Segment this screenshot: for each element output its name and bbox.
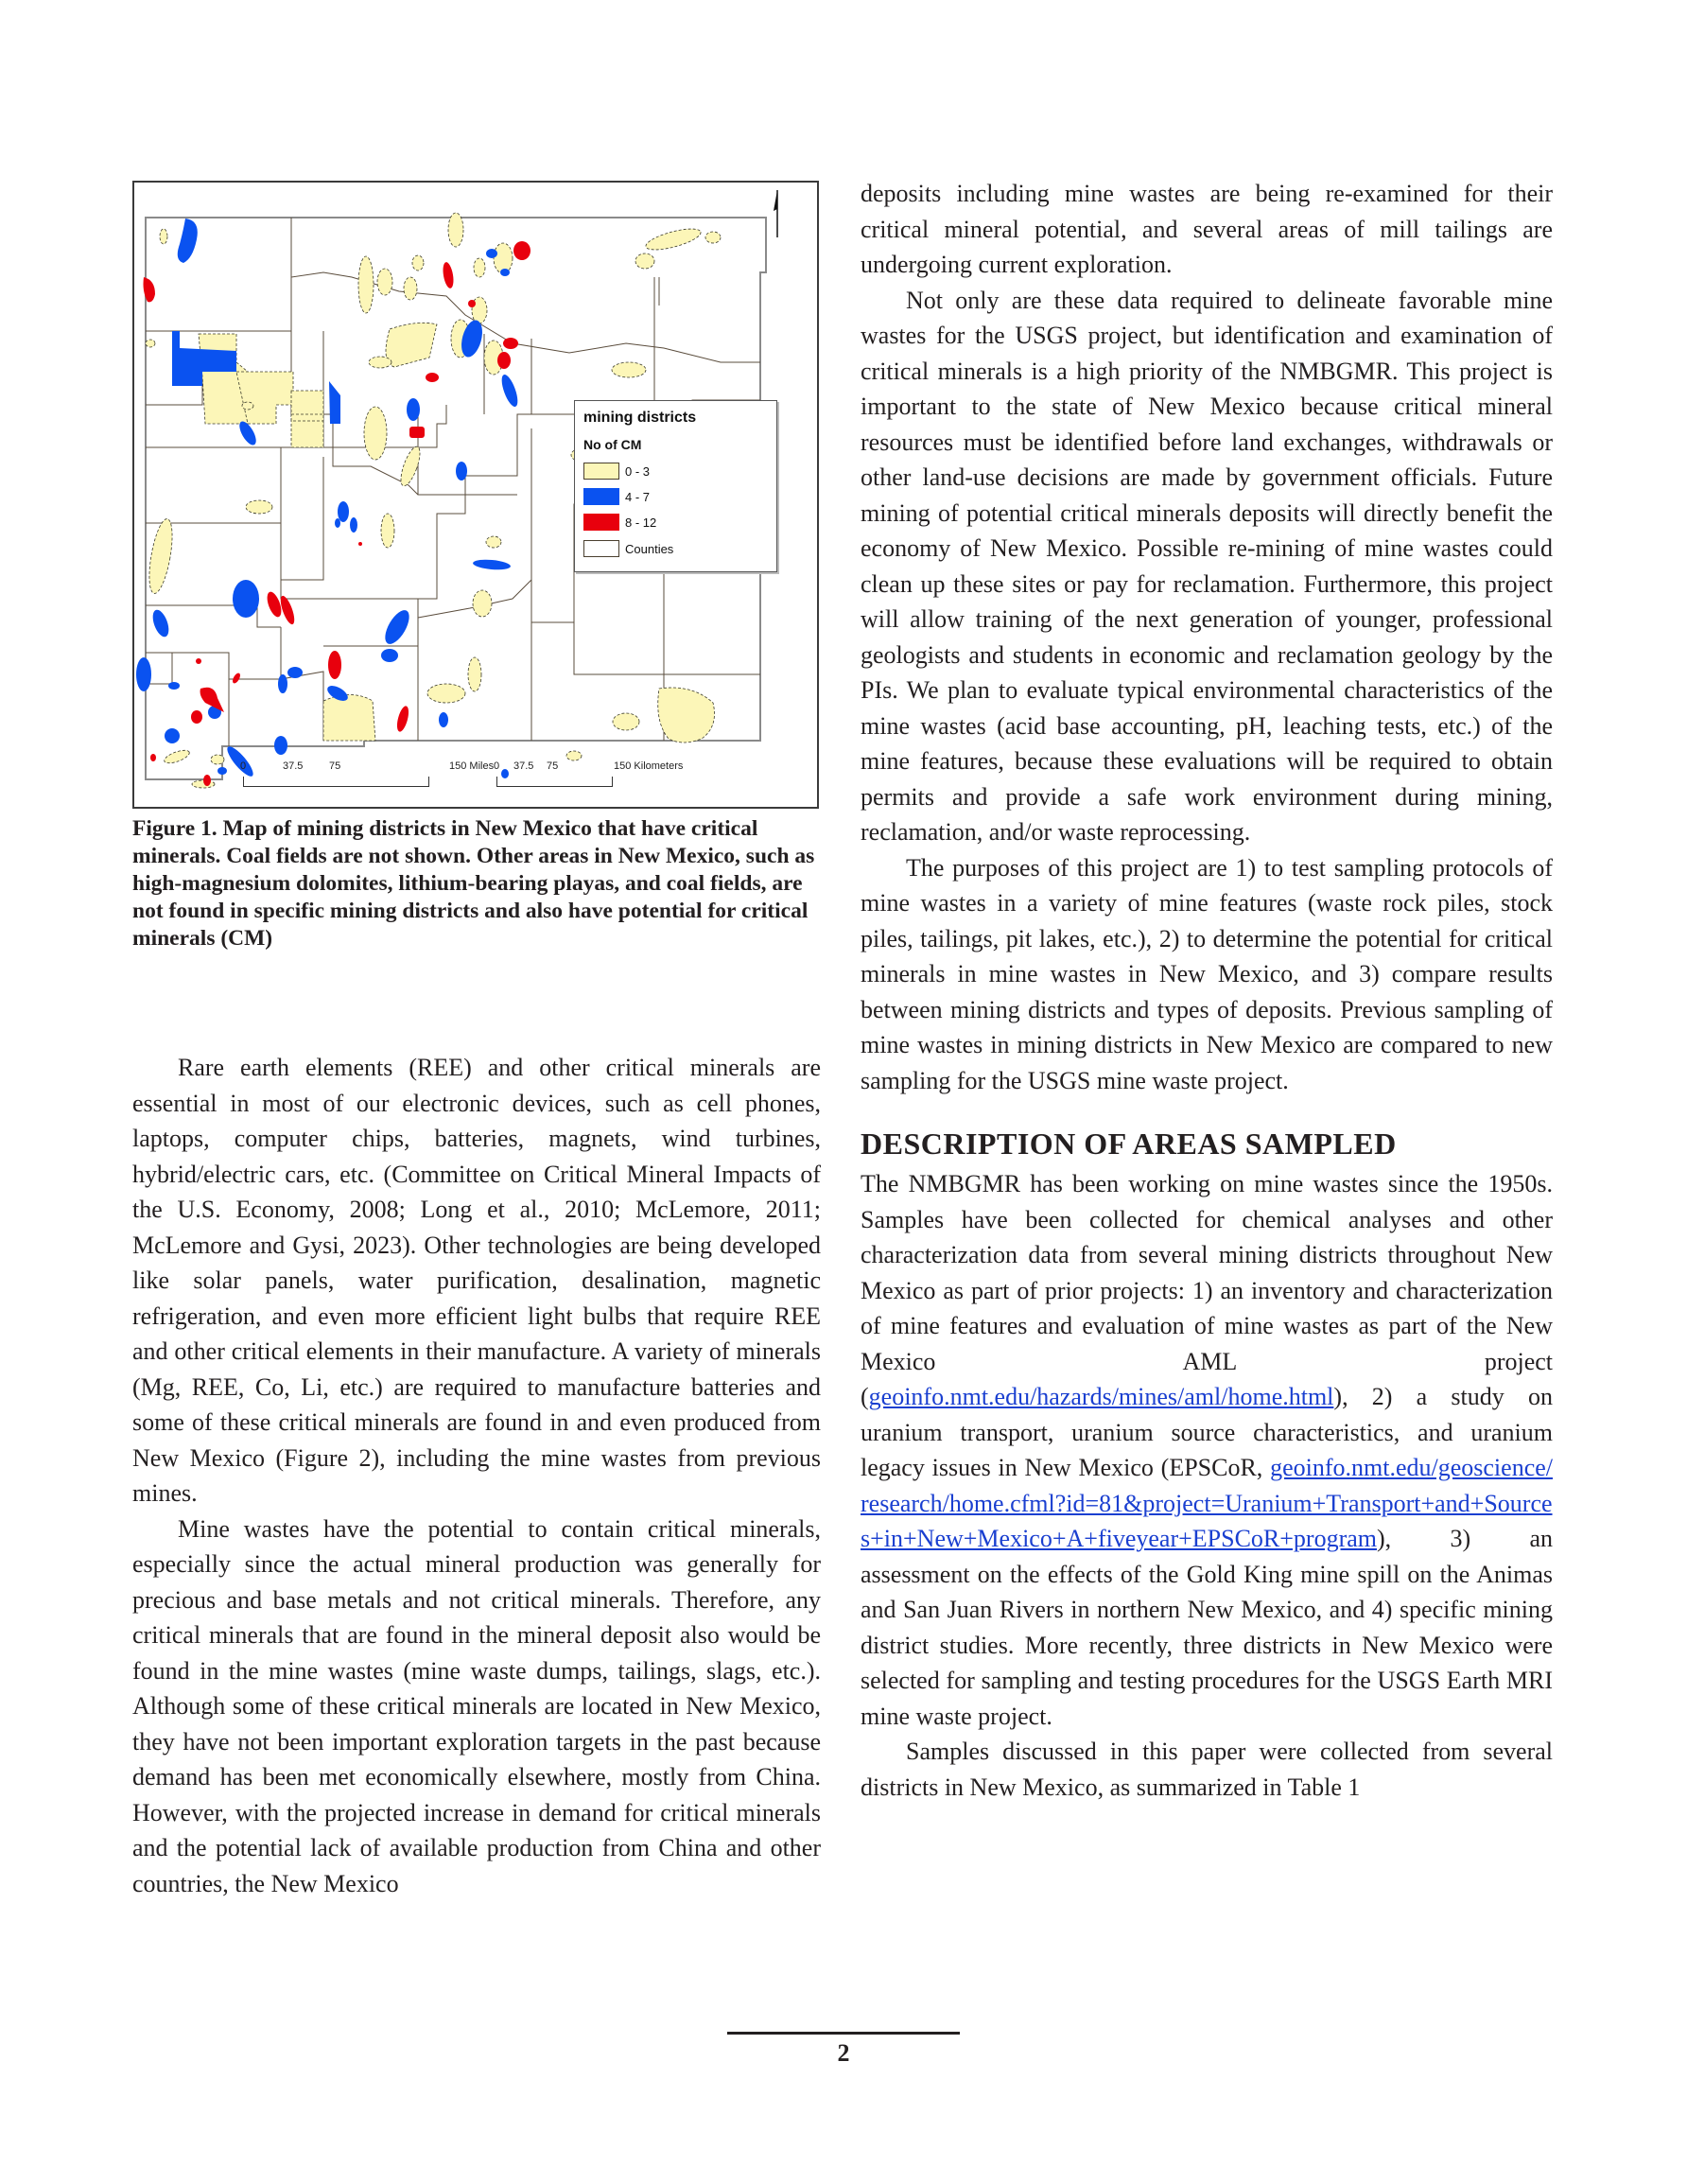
paragraph-samples: Samples discussed in this paper were collected from several districts in New Mexico, as summarized in Table 1 [861, 1738, 1553, 1801]
epscor-project-link[interactable]: geoinfo.nmt.edu/geoscience/research/home.cfml?id=81&project=Uranium+Transport+and+Sources+in+New+Mexico+A+fiveyear+EPSCoR+program [861, 1454, 1553, 1552]
left-column [132, 1050, 821, 1901]
km-bar [496, 777, 613, 787]
paragraph-continuation: deposits including mine wastes are being re-examined for their critical mineral potential, and several areas of mill tailings are undergoing current exploration. [861, 180, 1553, 278]
north-arrow-icon [771, 186, 784, 239]
page-number: 2 [837, 2039, 850, 2067]
legend-subtitle: No of CM [583, 437, 642, 452]
paragraph-purposes: The purposes of this project are 1) to test sampling protocols of mine wastes in a variety of mine features (waste rock piles, stock piles, tailings, pit lakes, etc.), 2) to determine the potential for critical minerals in mine wastes in New Mexico, and 3) compare results between mining districts and types of deposits. Previous sampling of mine wastes in mining districts in New Mexico are compared to new sampling for the USGS mine waste project. [861, 853, 1553, 1094]
red-swatch-icon [583, 514, 619, 531]
footer-rule [727, 2032, 960, 2035]
section-heading: DESCRIPTION OF AREAS SAMPLED [861, 1127, 1397, 1161]
miles-bar [243, 777, 429, 787]
legend-item-counties: Counties [583, 539, 673, 558]
legend-item-4-7: 4 - 7 [583, 487, 650, 506]
map-legend [574, 400, 777, 572]
figure-1-map: mining districts No of CM 0 - 3 4 - 7 8 - 12 Counties 0 37.5 75 150 Miles 0 37.5 75 150 Kilometers [132, 181, 819, 809]
figure-caption: Figure 1. Map of mining districts in New Mexico that have critical minerals. Coal fields are not shown. Other areas in New Mexico, such as high-magnesium dolomites, lithium-bearing playas, and coal fields, are not found in specific mining districts and also have potential for critical minerals (CM) [132, 816, 815, 951]
aml-project-link[interactable]: geoinfo.nmt.edu/hazards/mines/aml/home.html [868, 1383, 1334, 1410]
legend-item-0-3: 0 - 3 [583, 462, 650, 480]
paragraph-ree-intro: Rare earth elements (REE) and other critical minerals are essential in most of our electronic devices, such as cell phones, laptops, computer chips, batteries, magnets, wind turbines, hybrid/electric cars, etc. (Committee on Critical Mineral Impacts of the U.S. Economy, 2008; Long et al., 2010; McLemore, 2011; McLemore and Gysi, 2023). Other technologies are being developed like solar panels, water purification, desalination, magnetic refrigeration, and even more efficient light bulbs that require REE and other critical elements in their manufacture. A variety of minerals (Mg, REE, Co, Li, etc.) are required to manufacture batteries and some of these critical minerals are found in and even produced from New Mexico (Figure 2), including the mine wastes from previous mines. [132, 1054, 821, 1507]
paragraph-data-required: Not only are these data required to delineate favorable mine wastes for the USGS project, but identification and examination of critical minerals is a high priority of the NMBGMR. This project is important to the state of New Mexico because critical mineral resources must be identified before land exchanges, withdrawals or other land-use decisions are made by government officials. Future mining of potential critical minerals deposits will directly benefit the economy of New Mexico. Possible re-mining of mine wastes could clean up these sites or pay for reclamation. Furthermore, this project will allow training of the next generation of younger, professional geologists and students in economic and reclamation geology by the PIs. We plan to evaluate typical environmental characteristics of the mine wastes (acid base accounting, pH, leaching tests, etc.) of the mine features, because these evaluations will be required to obtain permits and provide a safe work environment during mining, reclamation, and/or waste reprocessing. [861, 286, 1553, 846]
white-swatch-icon [583, 540, 619, 557]
blue-swatch-icon [583, 488, 619, 505]
yellow-swatch-icon [583, 463, 619, 480]
legend-title: mining districts [583, 410, 697, 426]
paragraph-nmbgmr-history: The NMBGMR has been working on mine wastes since the 1950s. Samples have been collected for chemical analyses and other characterization data from several mining districts throughout New Mexico as part of prior projects: 1) an inventory and characterization of mine features and evaluation of mine wastes as part of the New Mexico AML project (geoinfo.nmt.edu/hazards/mines/aml/home.html), 2) a study on uranium transport, uranium source characteristics, and uranium legacy issues in New Mexico (EPSCoR, geoinfo.nmt.edu/geoscience/research/home.cfml?id=81&project=Uranium+Transport+and+Sources+in+New+Mexico+A+fiveyear+EPSCoR+program), 3) an assessment on the effects of the Gold King mine spill on the Animas and San Juan Rivers in northern New Mexico, and 4) specific mining district studies. More recently, three districts in New Mexico were selected for sampling and testing procedures for the USGS Earth MRI mine waste project. [861, 1170, 1553, 1730]
right-column [861, 176, 1553, 1805]
paragraph-mine-wastes: Mine wastes have the potential to contain critical minerals, especially since the actual mineral production was generally for precious and base metals and not critical minerals. Therefore, any critical minerals that are found in the mineral deposit also would be found in the mine wastes (mine waste dumps, tailings, slags, etc.). Although some of these critical minerals are located in New Mexico, they have not been important exploration targets in the past because demand has been met economically elsewhere, mostly from China. However, with the projected increase in demand for critical minerals and the potential lack of available production from China and other countries, the New Mexico [132, 1514, 821, 1897]
legend-item-8-12: 8 - 12 [583, 513, 656, 532]
